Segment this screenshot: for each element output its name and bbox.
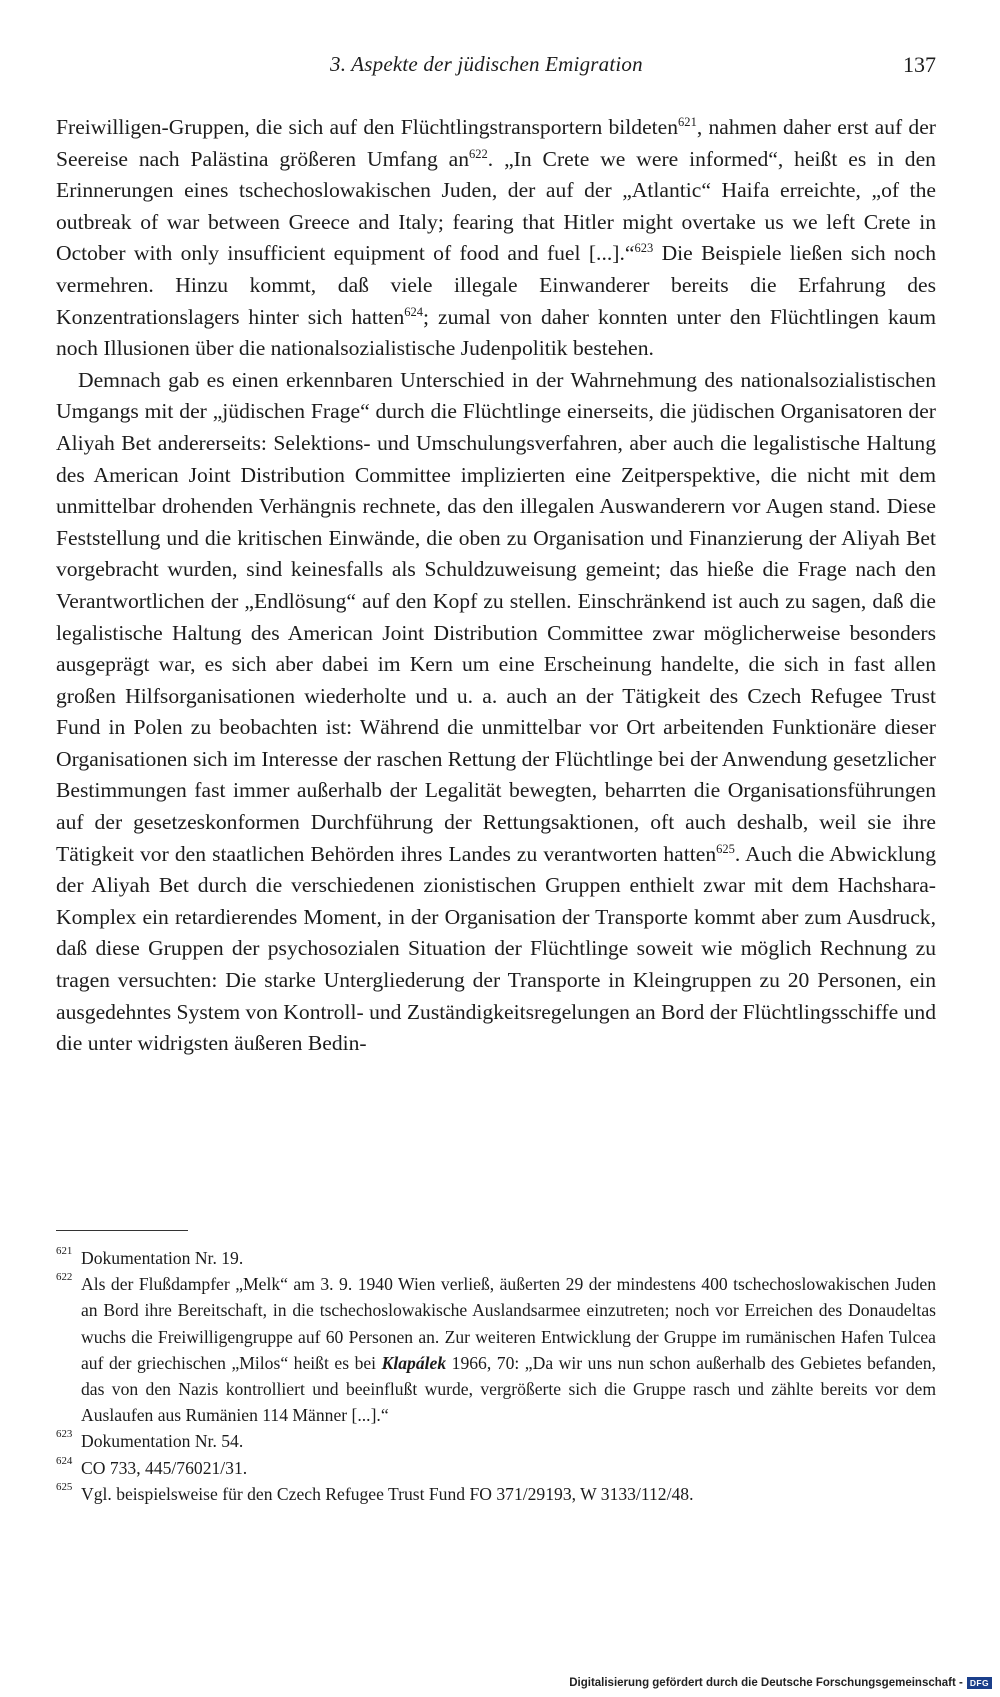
- text-run: ; zumal von daher konnten unter den Flüchtlingen kaum noch Illusionen über die nationalsozialistische Judenpolitik bestehen.: [56, 304, 936, 361]
- cited-author: Klapálek: [381, 1352, 447, 1373]
- footnote-624: [56, 1455, 936, 1481]
- text-run: Demnach gab es einen erkennbaren Unterschied in der Wahrnehmung des nationalsozialistischen Umgangs mit der „jüdischen Frage“ durch die Flüchtlinge einerseits, die jüdischen Organisatoren der Aliyah Bet andererseits: Selektions- und Umschulungsverfahren, aber auch die legalistische Haltung des American Joint Distribution Committee implizierten eine Zeitperspektive, die nicht mit dem unmittelbar drohenden Verhängnis rechnete, das den illegalen Auswanderern vor Augen stand. Diese Feststellung und die kritischen Einwände, die oben zu Organisation und Finanzierung der Aliyah Bet vorgebracht wurden, sind keinesfalls als Schuldzuweisung gemeint; das hieße die Frage nach den Verantwortlichen der „Endlösung“ auf den Kopf zu stellen. Einschränkend ist auch zu sagen, daß die legalistische Haltung des American Joint Distribution Committee zwar möglicherweise besonders ausgeprägt war, es sich aber dabei im Kern um eine Erscheinung handelte, die sich in fast allen großen Hilfsorganisationen wiederholte und u. a. auch an der Tätigkeit des Czech Refugee Trust Fund in Polen zu beobachten ist: Während die unmittelbar vor Ort arbeitenden Funktionäre dieser Organisationen sich im Interesse der raschen Rettung der Flüchtlinge bei der Anwendung gesetzlicher Bestimmungen fast immer außerhalb der Legalität bewegten, beharrten die Organisationsführungen auf der gesetzeskonformen Durchführung der Rettungsaktionen, oft auch deshalb, weil sie ihre Tätigkeit vor den staatlichen Behörden ihres Landes zu verantworten hatten: [56, 367, 936, 866]
- footnote-text: Vgl. beispielsweise für den Czech Refugee Trust Fund FO 371/29193, W 3133/112/48.: [81, 1483, 694, 1504]
- digitization-credit: [569, 1677, 992, 1689]
- footnote-text: Als der Flußdampfer „Melk“ am 3. 9. 1940 Wien verließ, äußerten 29 der mindestens 400 tschechoslowakischen Juden an Bord ihre Bereitschaft, in die tschechoslowakische Auslandsarmee einzutreten; noch vor Erreichen des Donaudeltas wuchs die Freiwilligengruppe auf 60 Personen an. Zur weiteren Entwicklung der Gruppe im rumänischen Hafen Tulcea auf der griechischen „Milos“ heißt es bei: [81, 1274, 936, 1373]
- paragraph-2: [56, 365, 936, 1060]
- footnote-text: Dokumentation Nr. 19.: [81, 1248, 244, 1268]
- footnote-number: 623: [56, 1428, 73, 1441]
- running-title: 3. Aspekte der jüdischen Emigration: [330, 52, 643, 76]
- footnote-ref-621[interactable]: 621: [678, 115, 697, 130]
- footnote-623: [56, 1428, 936, 1454]
- text-run: Die Beispiele ließen sich noch vermehren. Hinzu kommt, daß viele illegale Einwanderer bereits die Erfahrung des Konzentrationslagers hinter sich hatten: [56, 241, 937, 329]
- footnotes: [56, 1245, 936, 1507]
- footnote-ref-625[interactable]: 625: [716, 841, 735, 856]
- footnote-ref-623[interactable]: 623: [634, 241, 654, 256]
- page-number: 137: [903, 52, 936, 77]
- page-header: [56, 52, 936, 86]
- footnote-text: 1966, 70: „Da wir uns nun schon außerhalb des Gebietes befanden, das von den Nazis kontrolliert und beeinflußt wurde, vergrößerte sich die Gruppe rasch und zählte bereits vor dem Auslaufen aus Rumänien 114 Männer [...].“: [81, 1352, 936, 1426]
- footnote-text: Dokumentation Nr. 54.: [81, 1431, 244, 1452]
- footnote-number: 624: [56, 1454, 73, 1467]
- dfg-logo: DFG: [967, 1677, 992, 1689]
- text-run: Freiwilligen-Gruppen, die sich auf den Flüchtlingstransportern bildeten: [56, 115, 679, 139]
- text-run: , nahmen daher erst auf der Seereise nach Palästina größeren Umfang an: [56, 115, 936, 171]
- footnote-622: [56, 1271, 936, 1428]
- main-text: [56, 112, 936, 1060]
- footnote-divider: [56, 1230, 188, 1231]
- text-run: . „In Crete we were informed“, heißt es in den Erinnerungen eines tschechoslowakischen Juden, der auf der „Atlantic“ Haifa erreichte, „of the outbreak of war between Greece and Italy; fearing that Hitler might overtake us we left Crete in October with only insufficient equipment of food and fuel [...].“: [56, 146, 936, 266]
- footnote-number: 625: [56, 1480, 73, 1493]
- footnote-625: [56, 1481, 936, 1507]
- footnote-ref-622[interactable]: 622: [469, 146, 488, 161]
- footnote-ref-624[interactable]: 624: [404, 304, 424, 319]
- credit-text: Digitalisierung gefördert durch die Deutsche Forschungsgemeinschaft -: [569, 1677, 963, 1689]
- footnote-number: 622: [56, 1271, 73, 1284]
- text-run: . Auch die Abwicklung der Aliyah Bet durch die verschiedenen zionistischen Gruppen enthielt zwar mit dem Hachshara-Komplex ein retardierendes Moment, in der Organisation der Transporte kommt aber zum Ausdruck, daß diese Gruppen der psychosozialen Situation der Flüchtlinge soweit wie möglich Rechnung zu tragen versuchten: Die starke Untergliederung der Transporte in Kleingruppen zu 20 Personen, ein ausgedehntes System von Kontroll- und Zuständigkeitsregelungen an Bord der Flüchtlingsschiffe und die unter widrigsten äußeren Bedin-: [56, 841, 937, 1056]
- footnote-621: [56, 1245, 936, 1271]
- footnote-number: 621: [56, 1245, 73, 1257]
- footnote-text: CO 733, 445/76021/31.: [81, 1457, 248, 1478]
- paragraph-1: [56, 112, 936, 365]
